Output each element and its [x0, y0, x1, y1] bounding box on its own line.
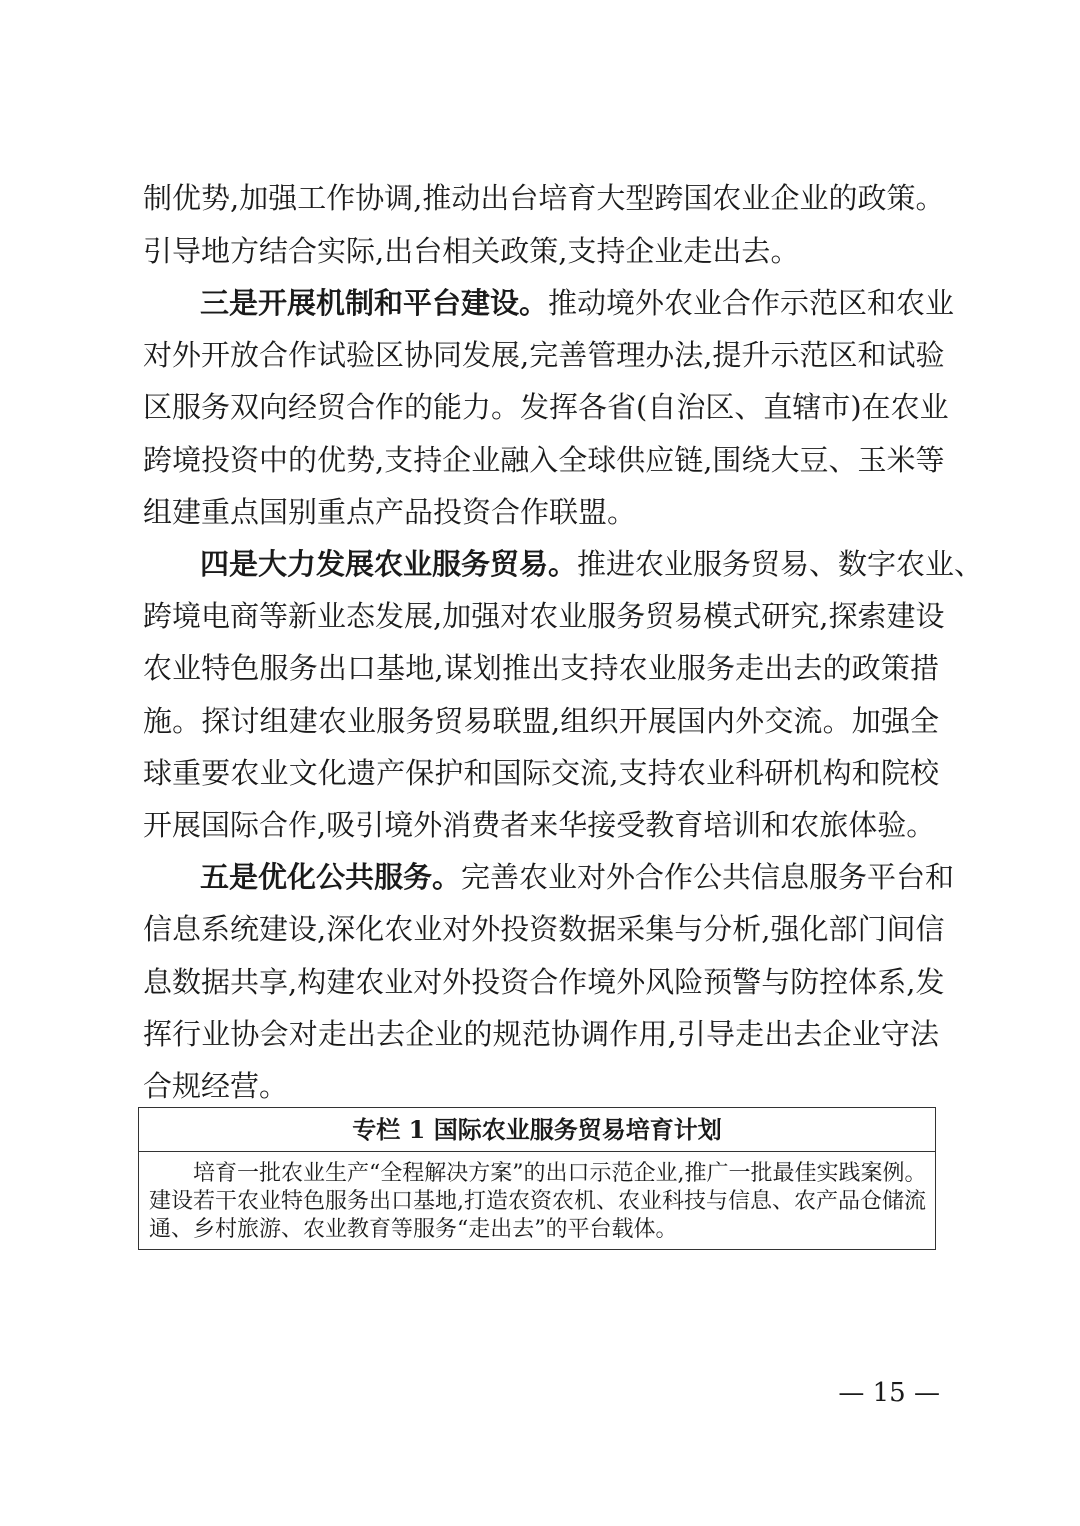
sidebar-box	[138, 1107, 936, 1250]
paragraph-text: 完善农业对外合作公共信息服务平台和	[461, 860, 955, 894]
paragraph-line: 跨境投资中的优势,支持企业融入全球供应链,围绕大豆、玉米等	[143, 443, 945, 477]
paragraph-line: 制优势,加强工作协调,推动出台培育大型跨国农业企业的政策。	[143, 181, 945, 215]
paragraph-text: 推进农业服务贸易、数字农业、	[577, 547, 984, 581]
paragraph-line: 开展国际合作,吸引境外消费者来华接受教育培训和农旅体验。	[143, 808, 936, 842]
paragraph-line: 引导地方结合实际,出台相关政策,支持企业走出去。	[143, 234, 800, 268]
box-line: 建设若干农业特色服务出口基地,打造农资农机、农业科技与信息、农产品仓储流	[149, 1189, 926, 1214]
box-line: 培育一批农业生产“全程解决方案”的出口示范企业,推广一批最佳实践案例。	[193, 1161, 927, 1186]
paragraph-line: 息数据共享,构建农业对外投资合作境外风险预警与防控体系,发	[143, 965, 945, 999]
paragraph-line: 球重要农业文化遗产保护和国际交流,支持农业科研机构和院校	[143, 756, 939, 790]
paragraph-first-line	[200, 543, 984, 585]
paragraph-first-line	[200, 282, 955, 324]
paragraph-line: 跨境电商等新业态发展,加强对农业服务贸易模式研究,探索建设	[143, 599, 945, 633]
paragraph-line: 农业特色服务出口基地,谋划推出支持农业服务走出去的政策措	[143, 651, 939, 685]
box-title: 专栏 1 国际农业服务贸易培育计划	[139, 1108, 935, 1152]
paragraph-line: 区服务双向经贸合作的能力。发挥各省(自治区、直辖市)在农业	[143, 390, 949, 424]
paragraph-text: 推动境外农业合作示范区和农业	[548, 286, 955, 320]
box-line: 通、乡村旅游、农业教育等服务“走出去”的平台载体。	[149, 1217, 678, 1242]
section-heading: 四是大力发展农业服务贸易。	[200, 547, 578, 581]
section-heading: 三是开展机制和平台建设。	[200, 286, 549, 320]
page-number: — 15 —	[838, 1378, 940, 1408]
paragraph-line: 组建重点国别重点产品投资合作联盟。	[143, 495, 637, 529]
paragraph-line: 挥行业协会对走出去企业的规范协调作用,引导走出去企业守法	[143, 1017, 939, 1051]
paragraph-line: 合规经营。	[143, 1069, 289, 1103]
paragraph-line: 对外开放合作试验区协同发展,完善管理办法,提升示范区和试验	[143, 338, 945, 372]
paragraph-line: 施。探讨组建农业服务贸易联盟,组织开展国内外交流。加强全	[143, 704, 939, 738]
section-heading: 五是优化公共服务。	[200, 860, 462, 894]
paragraph-first-line	[200, 856, 955, 898]
paragraph-line: 信息系统建设,深化农业对外投资数据采集与分析,强化部门间信	[143, 912, 945, 946]
